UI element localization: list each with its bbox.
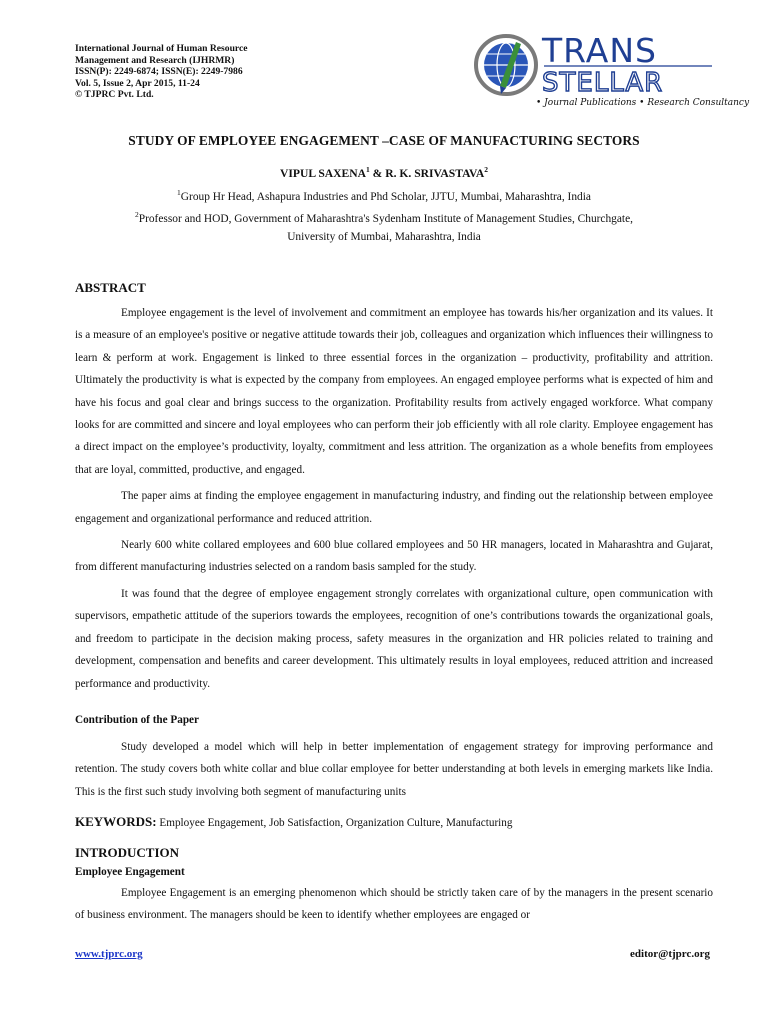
paper-title: STUDY OF EMPLOYEE ENGAGEMENT –CASE OF MANUFACTURING SECTORS	[128, 133, 640, 148]
author-separator: &	[369, 167, 386, 180]
employee-engagement-subheading: Employee Engagement	[75, 866, 185, 878]
paper-authors	[0, 165, 768, 180]
journal-name-line2: Management and Research (IJHRMR)	[75, 54, 235, 66]
journal-copyright: © TJPRC Pvt. Ltd.	[75, 89, 154, 101]
introduction-heading: INTRODUCTION	[75, 845, 180, 860]
author-2: R. K. SRIVASTAVA	[385, 167, 485, 180]
introduction-paragraph: Employee Engagement is an emerging phenomenon which should be strictly taken care of by the managers in the present scenario of business environment. The managers should be keen to identify whether employees are engaged or	[75, 887, 713, 922]
keywords-text: Employee Engagement, Job Satisfaction, Organization Culture, Manufacturing	[156, 817, 513, 829]
affiliation-2	[0, 208, 768, 226]
transstellar-logo	[472, 28, 750, 110]
affiliation-2-cont: University of Mumbai, Maharashtra, India	[287, 231, 481, 243]
logo-word-trans: TRANS	[542, 31, 657, 70]
affiliation-1	[0, 186, 768, 204]
author-1-affiliation-mark: 1	[366, 165, 370, 174]
abstract-heading: ABSTRACT	[75, 280, 146, 295]
journal-volume: Vol. 5, Issue 2, Apr 2015, 11-24	[75, 77, 200, 89]
footer-website-link[interactable]: www.tjprc.org	[75, 948, 143, 960]
abstract-paragraph: The paper aims at finding the employee engagement in manufacturing industry, and finding out the relationship between employee engagement and organizational performance and reduced attrition.	[75, 490, 713, 525]
logo-tagline: • Journal Publications • Research Consultancy	[536, 98, 750, 108]
author-2-affiliation-mark: 2	[484, 165, 488, 174]
abstract-paragraph: It was found that the degree of employee engagement strongly correlates with organizational culture, open communication with supervisors, empathetic attitude of the superiors towards the employees, recognition of one’s contributions towards the organizational goals, and freedom to participate in the decision making process, safety measures in the organization and HR policies related to training and development, compensation and benefits and career development. This ultimately results in loyal employees, reduced attrition and increased performance and productivity.	[75, 587, 713, 690]
keywords-line	[75, 814, 512, 830]
affiliation-1-mark: 1	[177, 188, 181, 197]
affiliation-2-text: Professor and HOD, Government of Maharashtra's Sydenham Institute of Management Studies, Churchgate,	[138, 213, 634, 225]
journal-info	[75, 43, 405, 101]
contribution-paragraph: Study developed a model which will help in better implementation of engagement strategy for improving performance and retention. The study covers both white collar and blue collar employee for better understanding at both levels in emerging markets like India. This is the first such study involving both segment of manufacturing units	[75, 741, 713, 798]
author-1: VIPUL SAXENA	[280, 167, 367, 180]
journal-name-line1: International Journal of Human Resource	[75, 43, 248, 54]
abstract-paragraph: Nearly 600 white collared employees and 600 blue collared employees and 50 HR managers, located in Maharashtra and Gujarat, from different manufacturing industries selected on a random basis sampled for the study.	[75, 539, 713, 574]
footer-email: editor@tjprc.org	[630, 948, 710, 960]
journal-issn: ISSN(P): 2249-6874; ISSN(E): 2249-7986	[75, 66, 243, 78]
abstract-body	[75, 302, 713, 699]
logo-word-stellar: STELLAR	[542, 68, 664, 98]
contribution-body	[75, 736, 713, 807]
contribution-heading: Contribution of the Paper	[75, 714, 199, 726]
keywords-label: KEYWORDS:	[75, 814, 157, 829]
affiliation-2-mark: 2	[134, 210, 139, 219]
introduction-body	[75, 882, 713, 931]
abstract-paragraph: Employee engagement is the level of involvement and commitment an employee has towards his/her organization and its values. It is a measure of an employee's positive or negative attitude towards their job, colleagues and organization which influences their willingness to learn & perform at work. Engagement is linked to three essential forces in the organization – productivity, profitability and attrition. Ultimately the productivity is what is expected by the company from employees. An engaged employee performs what is expected of him and have his focus and goal clear and brings success to the organization. Profitability results from actively engaged workforce. What company looks for are committed and sincere and loyal employees who can perform their job efficiently with all role clarity. Employee engagement has a direct impact on the employee’s productivity, loyalty, commitment and less attrition. The organization as a whole benefits from employees that are loyal, committed, productive, and engaged.	[75, 307, 713, 476]
affiliation-1-text: Group Hr Head, Ashapura Industries and Phd Scholar, JJTU, Mumbai, Maharashtra, India	[180, 191, 591, 203]
